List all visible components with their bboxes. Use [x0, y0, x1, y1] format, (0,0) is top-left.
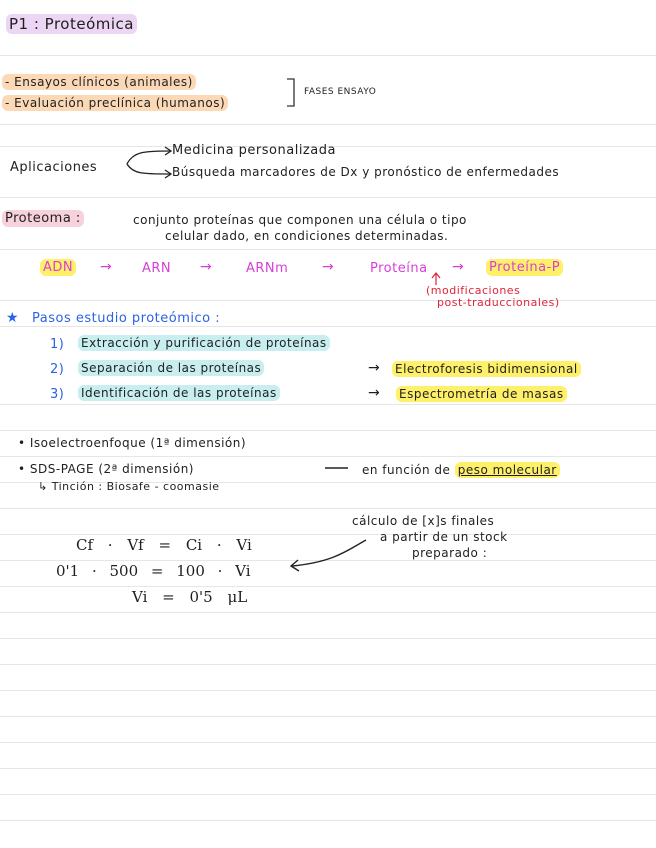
flow-step-arnm: ARNm	[246, 261, 289, 276]
step-label-3: Identificación de las proteínas	[78, 387, 280, 399]
proteoma-definition-line-2: celular dado, en condiciones determinadas.	[165, 229, 449, 243]
phase-item-1: - Ensayos clínicos (animales)	[2, 76, 196, 88]
phases-bracket	[286, 78, 298, 108]
flow-step-proteina: Proteína	[370, 261, 428, 276]
flow-arrow-2: →	[200, 259, 212, 275]
page-title: P1 : Proteómica	[6, 17, 137, 32]
dash-line	[324, 466, 350, 470]
flow-arrow-3: →	[322, 259, 334, 275]
applications-fork-arrows	[125, 146, 175, 180]
application-item-1: Medicina personalizada	[172, 143, 336, 158]
step-number-1: 1)	[50, 337, 65, 352]
proteoma-term: Proteoma :	[2, 212, 84, 225]
flow-step-adn: ADN	[40, 261, 76, 274]
calc-note-line-2: a partir de un stock	[380, 530, 508, 544]
calc-note-line-1: cálculo de [x]s finales	[352, 514, 495, 528]
steps-title: Pasos estudio proteómico :	[32, 311, 221, 326]
molecular-weight-note: en función de peso molecular	[362, 464, 560, 476]
sds-page-bullet: • SDS-PAGE (2ª dimensión)	[18, 462, 194, 476]
proteoma-definition-line-1: conjunto proteínas que componen una célula o tipo	[133, 213, 467, 227]
step-number-2: 2)	[50, 362, 65, 377]
star-icon: ★	[6, 310, 19, 326]
applications-label: Aplicaciones	[10, 160, 98, 175]
step-number-3: 3)	[50, 387, 65, 402]
flow-arrow-1: →	[100, 259, 112, 275]
phases-bracket-label: FASES ENSAYO	[304, 87, 377, 97]
flow-arrow-4: →	[452, 259, 464, 275]
equation-line-1: Cf · Vf = Ci · Vi	[76, 536, 252, 554]
equation-line-2: 0'1 · 500 = 100 · Vi	[56, 562, 251, 580]
step-arrow-2: →	[368, 360, 380, 376]
flow-step-proteina-p: Proteína-P	[486, 261, 563, 274]
step-result-3: Espectrometría de masas	[396, 388, 567, 400]
step-label-1: Extracción y purificación de proteínas	[78, 337, 330, 349]
step-label-2: Separación de las proteínas	[78, 362, 264, 374]
staining-note: ↳ Tinción : Biosafe - coomasie	[38, 480, 220, 493]
calc-arrow	[288, 538, 370, 574]
application-item-2: Búsqueda marcadores de Dx y pronóstico de enfermedades	[172, 165, 560, 179]
calc-note-line-3: preparado :	[412, 546, 488, 560]
flow-step-arn: ARN	[142, 261, 172, 276]
modification-note-line-2: post-traduccionales)	[437, 296, 560, 309]
step-arrow-3: →	[368, 385, 380, 401]
isoelectrofocusing-bullet: • Isoelectroenfoque (1ª dimensión)	[18, 436, 247, 450]
phase-item-2: - Evaluación preclínica (humanos)	[2, 97, 228, 109]
equation-line-3: Vi = 0'5 μL	[132, 588, 248, 606]
step-result-2: Electroforesis bidimensional	[392, 363, 581, 375]
modification-note-line-1: (modificaciones	[426, 284, 521, 297]
